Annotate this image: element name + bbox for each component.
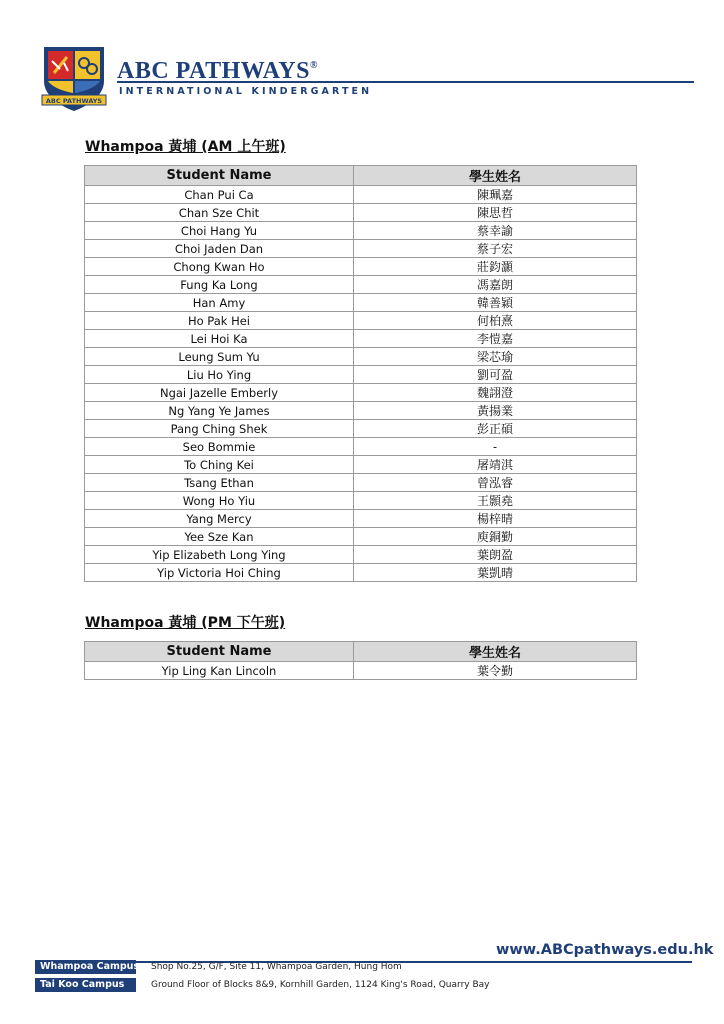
student-name-chinese: - [354, 438, 637, 456]
student-name-english: Pang Ching Shek [85, 420, 354, 438]
column-header-chinese: 學生姓名 [354, 642, 637, 662]
table-row [85, 510, 637, 528]
table-row [85, 366, 637, 384]
am-section-title: Whampoa 黃埔 (AM 上午班) [85, 139, 286, 155]
student-name-english: Yang Mercy [85, 510, 354, 528]
table-row [85, 474, 637, 492]
student-name-english: Choi Jaden Dan [85, 240, 354, 258]
website-link[interactable]: www.ABCpathways.edu.hk [496, 942, 714, 958]
student-name-chinese: 何柏熹 [354, 312, 637, 330]
student-name-english: Choi Hang Yu [85, 222, 354, 240]
table-row [85, 456, 637, 474]
student-name-chinese: 屠靖淇 [354, 456, 637, 474]
campus-label: Whampoa Campus [35, 960, 136, 974]
student-name-english: Yip Ling Kan Lincoln [85, 662, 354, 680]
student-name-chinese: 蔡幸諭 [354, 222, 637, 240]
table-row [85, 330, 637, 348]
student-name-english: Ngai Jazelle Emberly [85, 384, 354, 402]
column-header-english: Student Name [85, 166, 354, 186]
campus-address: Shop No.25, G/F, Site 11, Whampoa Garden, Hung Hom [151, 962, 402, 972]
student-name-chinese: 陳珮嘉 [354, 186, 637, 204]
student-name-english: Lei Hoi Ka [85, 330, 354, 348]
table-row [85, 528, 637, 546]
student-name-chinese: 莊鈞灝 [354, 258, 637, 276]
campus-row-whampoa [35, 960, 685, 974]
student-name-english: Ng Yang Ye James [85, 402, 354, 420]
student-name-english: Chan Pui Ca [85, 186, 354, 204]
student-name-chinese: 馮嘉朗 [354, 276, 637, 294]
school-logo-shield [40, 43, 108, 113]
shield-banner-text: ABC PATHWAYS [45, 97, 103, 105]
student-name-english: Ho Pak Hei [85, 312, 354, 330]
table-row [85, 564, 637, 582]
student-name-english: Wong Ho Yiu [85, 492, 354, 510]
student-name-english: Tsang Ethan [85, 474, 354, 492]
pm-roster-table [84, 641, 637, 680]
student-name-english: Yee Sze Kan [85, 528, 354, 546]
am-roster-body [85, 186, 637, 582]
table-row [85, 294, 637, 312]
student-name-english: Fung Ka Long [85, 276, 354, 294]
trademark-mark: ® [309, 60, 318, 71]
campus-label: Tai Koo Campus [35, 978, 136, 992]
student-name-chinese: 庾銅勤 [354, 528, 637, 546]
table-header-row [85, 642, 637, 662]
pm-roster-body [85, 662, 637, 680]
table-row [85, 438, 637, 456]
table-row [85, 258, 637, 276]
campus-address: Ground Floor of Blocks 8&9, Kornhill Garden, 1124 King's Road, Quarry Bay [151, 980, 490, 990]
column-header-chinese: 學生姓名 [354, 166, 637, 186]
student-name-chinese: 曾泓睿 [354, 474, 637, 492]
table-header-row [85, 166, 637, 186]
table-row [85, 204, 637, 222]
table-row [85, 420, 637, 438]
student-name-chinese: 葉令勤 [354, 662, 637, 680]
student-name-chinese: 蔡子宏 [354, 240, 637, 258]
pm-section-title: Whampoa 黃埔 (PM 下午班) [85, 615, 286, 631]
table-row [85, 312, 637, 330]
student-name-english: Leung Sum Yu [85, 348, 354, 366]
table-row [85, 402, 637, 420]
student-name-english: Yip Victoria Hoi Ching [85, 564, 354, 582]
table-row [85, 546, 637, 564]
student-name-english: Han Amy [85, 294, 354, 312]
campus-row-taikoo [35, 978, 685, 992]
header-divider [117, 81, 694, 83]
student-name-chinese: 梁芯瑜 [354, 348, 637, 366]
table-row [85, 384, 637, 402]
student-name-chinese: 韓善穎 [354, 294, 637, 312]
table-row [85, 662, 637, 680]
table-row [85, 222, 637, 240]
student-name-chinese: 王顥堯 [354, 492, 637, 510]
student-name-english: Seo Bommie [85, 438, 354, 456]
student-name-english: Yip Elizabeth Long Ying [85, 546, 354, 564]
table-row [85, 276, 637, 294]
brand-name: ABC PATHWAYS® [117, 58, 318, 84]
table-row [85, 492, 637, 510]
student-name-chinese: 彭正碩 [354, 420, 637, 438]
table-row [85, 240, 637, 258]
table-row [85, 186, 637, 204]
student-name-chinese: 魏詡澄 [354, 384, 637, 402]
student-name-chinese: 葉朗盈 [354, 546, 637, 564]
student-name-english: Chong Kwan Ho [85, 258, 354, 276]
student-name-chinese: 楊梓晴 [354, 510, 637, 528]
brand-tagline: INTERNATIONAL KINDERGARTEN [119, 86, 373, 97]
student-name-chinese: 黃揚業 [354, 402, 637, 420]
student-name-english: Chan Sze Chit [85, 204, 354, 222]
student-name-chinese: 劉可盈 [354, 366, 637, 384]
column-header-english: Student Name [85, 642, 354, 662]
table-row [85, 348, 637, 366]
student-name-chinese: 李愷嘉 [354, 330, 637, 348]
am-roster-table [84, 165, 637, 582]
student-name-english: To Ching Kei [85, 456, 354, 474]
student-name-english: Liu Ho Ying [85, 366, 354, 384]
student-name-chinese: 陳思哲 [354, 204, 637, 222]
student-name-chinese: 葉凱晴 [354, 564, 637, 582]
